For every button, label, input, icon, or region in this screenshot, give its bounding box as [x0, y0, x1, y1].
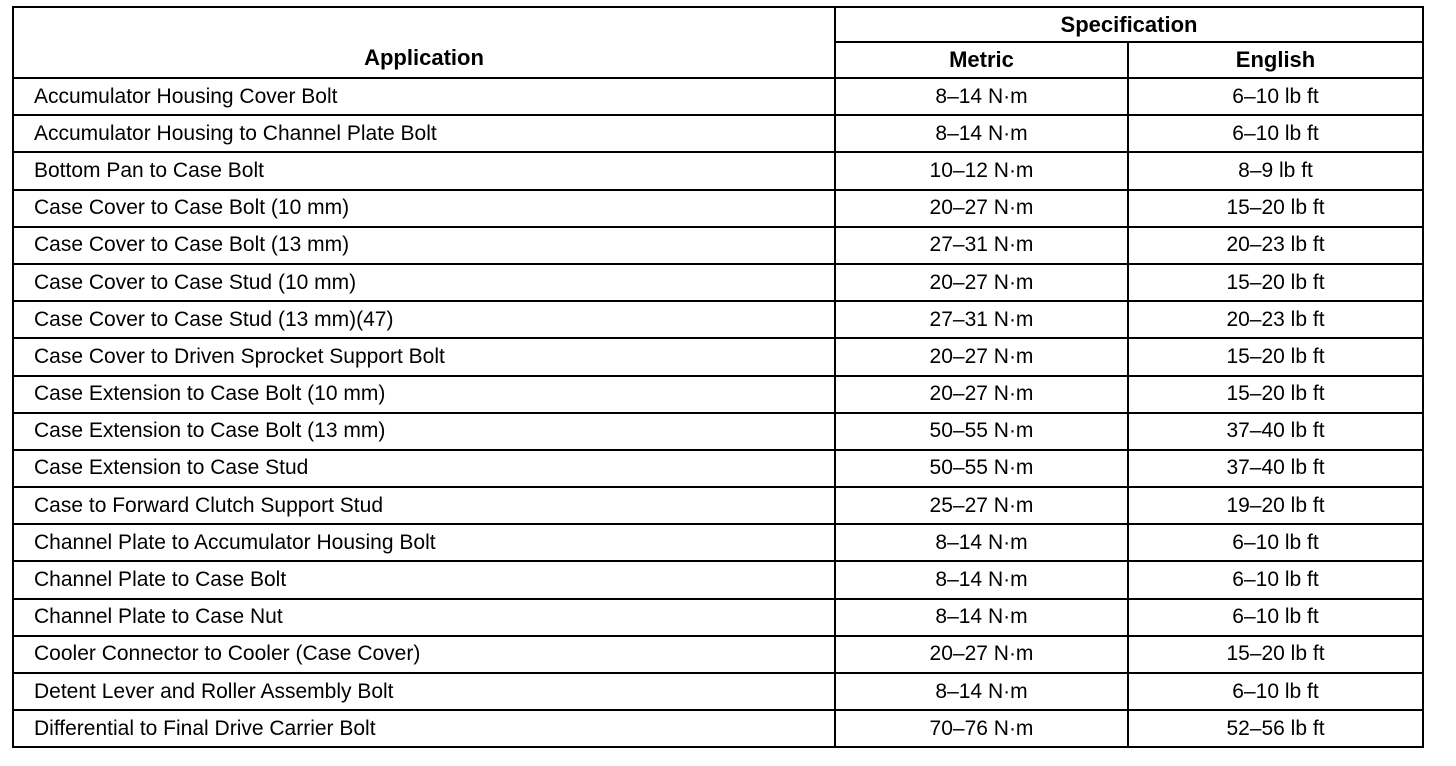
metric-cell: 25–27 N·m — [835, 487, 1128, 524]
application-cell: Channel Plate to Case Bolt — [13, 561, 835, 598]
table-row — [13, 227, 1423, 264]
metric-cell: 8–14 N·m — [835, 561, 1128, 598]
english-cell: 20–23 lb ft — [1128, 227, 1423, 264]
english-cell: 8–9 lb ft — [1128, 152, 1423, 189]
english-cell: 15–20 lb ft — [1128, 636, 1423, 673]
metric-cell: 50–55 N·m — [835, 450, 1128, 487]
english-cell: 6–10 lb ft — [1128, 524, 1423, 561]
table-row — [13, 413, 1423, 450]
metric-cell: 20–27 N·m — [835, 376, 1128, 413]
english-cell: 19–20 lb ft — [1128, 487, 1423, 524]
metric-cell: 27–31 N·m — [835, 227, 1128, 264]
application-cell: Case to Forward Clutch Support Stud — [13, 487, 835, 524]
english-header: English — [1128, 42, 1423, 78]
english-cell: 6–10 lb ft — [1128, 673, 1423, 710]
english-cell: 15–20 lb ft — [1128, 190, 1423, 227]
application-cell: Case Extension to Case Bolt (10 mm) — [13, 376, 835, 413]
header-row-top — [13, 7, 1423, 42]
metric-cell: 8–14 N·m — [835, 599, 1128, 636]
table-row — [13, 599, 1423, 636]
application-cell: Channel Plate to Accumulator Housing Bolt — [13, 524, 835, 561]
table-row — [13, 487, 1423, 524]
table-row — [13, 190, 1423, 227]
english-cell: 6–10 lb ft — [1128, 78, 1423, 115]
specification-header: Specification — [835, 7, 1423, 42]
application-cell: Case Cover to Case Stud (13 mm)(47) — [13, 301, 835, 338]
english-cell: 6–10 lb ft — [1128, 561, 1423, 598]
application-header: Application — [13, 7, 835, 78]
english-cell: 20–23 lb ft — [1128, 301, 1423, 338]
metric-header: Metric — [835, 42, 1128, 78]
table-row — [13, 376, 1423, 413]
table-row — [13, 152, 1423, 189]
application-cell: Case Cover to Case Bolt (13 mm) — [13, 227, 835, 264]
metric-cell: 8–14 N·m — [835, 673, 1128, 710]
application-cell: Case Cover to Case Bolt (10 mm) — [13, 190, 835, 227]
english-cell: 52–56 lb ft — [1128, 710, 1423, 747]
metric-cell: 8–14 N·m — [835, 78, 1128, 115]
table-row — [13, 636, 1423, 673]
table-row — [13, 264, 1423, 301]
application-cell: Cooler Connector to Cooler (Case Cover) — [13, 636, 835, 673]
metric-cell: 8–14 N·m — [835, 524, 1128, 561]
metric-cell: 27–31 N·m — [835, 301, 1128, 338]
metric-cell: 8–14 N·m — [835, 115, 1128, 152]
table-row — [13, 673, 1423, 710]
english-cell: 37–40 lb ft — [1128, 413, 1423, 450]
english-cell: 6–10 lb ft — [1128, 115, 1423, 152]
application-cell: Case Extension to Case Bolt (13 mm) — [13, 413, 835, 450]
metric-cell: 20–27 N·m — [835, 338, 1128, 375]
metric-cell: 20–27 N·m — [835, 636, 1128, 673]
table-row — [13, 450, 1423, 487]
application-cell: Differential to Final Drive Carrier Bolt — [13, 710, 835, 747]
metric-cell: 10–12 N·m — [835, 152, 1128, 189]
metric-cell: 20–27 N·m — [835, 190, 1128, 227]
application-cell: Case Extension to Case Stud — [13, 450, 835, 487]
metric-cell: 70–76 N·m — [835, 710, 1128, 747]
application-cell: Accumulator Housing Cover Bolt — [13, 78, 835, 115]
table-row — [13, 78, 1423, 115]
table-header — [13, 7, 1423, 78]
table-row — [13, 710, 1423, 747]
application-cell: Case Cover to Case Stud (10 mm) — [13, 264, 835, 301]
application-cell: Bottom Pan to Case Bolt — [13, 152, 835, 189]
application-cell: Accumulator Housing to Channel Plate Bolt — [13, 115, 835, 152]
table-row — [13, 115, 1423, 152]
torque-spec-table — [12, 6, 1424, 748]
application-cell: Detent Lever and Roller Assembly Bolt — [13, 673, 835, 710]
english-cell: 6–10 lb ft — [1128, 599, 1423, 636]
table-body — [13, 78, 1423, 747]
table-row — [13, 561, 1423, 598]
english-cell: 15–20 lb ft — [1128, 338, 1423, 375]
metric-cell: 50–55 N·m — [835, 413, 1128, 450]
english-cell: 15–20 lb ft — [1128, 376, 1423, 413]
table-row — [13, 524, 1423, 561]
english-cell: 37–40 lb ft — [1128, 450, 1423, 487]
table-row — [13, 338, 1423, 375]
application-cell: Case Cover to Driven Sprocket Support Bolt — [13, 338, 835, 375]
english-cell: 15–20 lb ft — [1128, 264, 1423, 301]
metric-cell: 20–27 N·m — [835, 264, 1128, 301]
application-cell: Channel Plate to Case Nut — [13, 599, 835, 636]
table-row — [13, 301, 1423, 338]
